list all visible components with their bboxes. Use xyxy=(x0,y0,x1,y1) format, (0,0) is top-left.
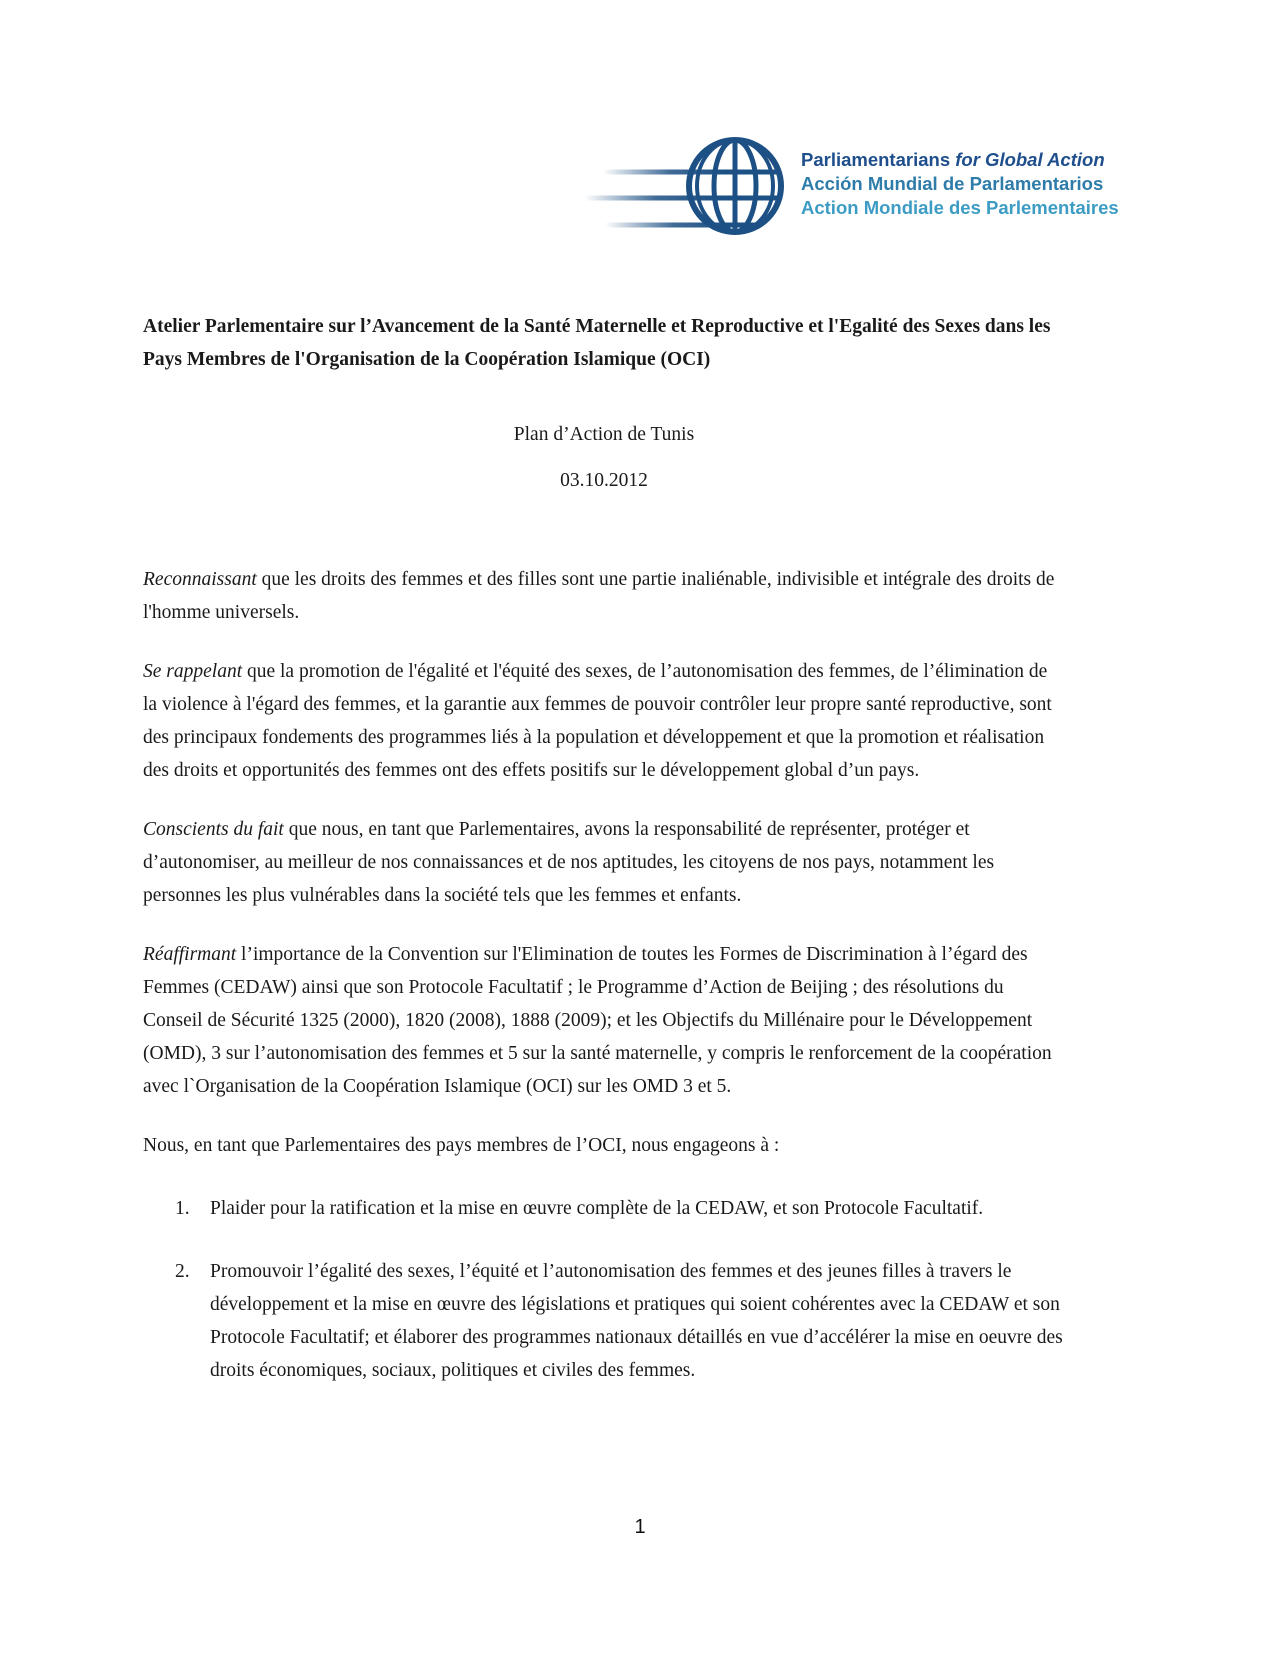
list-item-1 xyxy=(143,1192,1065,1225)
paragraph-lead: Reconnaissant xyxy=(143,569,257,590)
paragraph-lead: Conscients du fait xyxy=(143,819,284,840)
list-number: 2. xyxy=(175,1261,190,1282)
document-body xyxy=(143,563,1065,1387)
logo-wordmark xyxy=(801,148,1119,220)
paragraph-reaffirmant: Réaffirmant l’importance de la Convention sur l'Elimination de toutes les Formes de Discrimination à l’égard des Femmes (CEDAW) ainsi que son Protocole Facultatif ; le Programme d’Action de Beijing ; des résolutions du Conseil de Sécurité 1325 (2000), 1820 (2008), 1888 (2009); et les Objectifs du Millénaire pour le Développement (OMD), 3 sur l’autonomisation des femmes et 5 sur la santé maternelle, y compris le renforcement de la coopération avec l`Organisation de la Coopération Islamique (OCI) sur les OMD 3 et 5. xyxy=(143,944,1052,1097)
document-title: Atelier Parlementaire sur l’Avancement de la Santé Maternelle et Reproductive et l'Egalité des Sexes dans les Pays Membres de l'Organisation de la Coopération Islamique (OCI) xyxy=(143,316,1051,370)
list-number: 1. xyxy=(175,1198,190,1219)
logo-line-english: Parliamentarians for Global Action xyxy=(801,149,1105,170)
list-text: Promouvoir l’égalité des sexes, l’équité et l’autonomisation des femmes et des jeunes filles à travers le développement et la mise en œuvre des législations et pratiques qui soient cohérentes avec la CEDAW et son Protocole Facultatif; et élaborer des programmes nationaux détaillés en vue d’accélérer la mise en oeuvre des droits économiques, sociaux, politiques et civiles des femmes. xyxy=(210,1261,1063,1381)
list-text: Plaider pour la ratification et la mise en œuvre complète de la CEDAW, et son Protocole Facultatif. xyxy=(210,1198,984,1219)
paragraph-conscients: Conscients du fait que nous, en tant que Parlementaires, avons la responsabilité de représenter, protéger et d’autonomiser, au meilleur de nos connaissances et de nos aptitudes, les citoyens de nos pays, notamment les personnes les plus vulnérables dans la société tels que les femmes et enfants. xyxy=(143,819,995,906)
logo-line-spanish: Acción Mundial de Parlamentarios xyxy=(801,173,1104,194)
document-subtitle: Plan d’Action de Tunis xyxy=(513,424,695,445)
page-number: 1 xyxy=(634,1516,646,1538)
paragraph-reconnaissant: Reconnaissant que les droits des femmes et des filles sont une partie inaliénable, indivisible et intégrale des droits de l'homme universels. xyxy=(143,569,1055,623)
paragraph-lead: Réaffirmant xyxy=(143,944,237,965)
paragraph-se-rappelant: Se rappelant que la promotion de l'égalité et l'équité des sexes, de l’autonomisation des femmes, de l’élimination de la violence à l'égard des femmes, et la garantie aux femmes de pouvoir contrôler leur propre santé reproductive, sont des principaux fondements des programmes liés à la population et développement et que la promotion et réalisation des droits et opportunités des femmes ont des effets positifs sur le développement global d’un pays. xyxy=(143,661,1052,781)
document-date: 03.10.2012 xyxy=(560,470,648,491)
list-item-2 xyxy=(143,1255,1065,1387)
paragraph-lead: Se rappelant xyxy=(143,661,243,682)
pga-logo xyxy=(575,128,1119,240)
logo-line-french: Action Mondiale des Parlementaires xyxy=(801,197,1119,218)
paragraph-intro-engagements: Nous, en tant que Parlementaires des pays membres de l’OCI, nous engageons à : xyxy=(143,1135,780,1156)
globe-logo-icon xyxy=(575,128,787,240)
